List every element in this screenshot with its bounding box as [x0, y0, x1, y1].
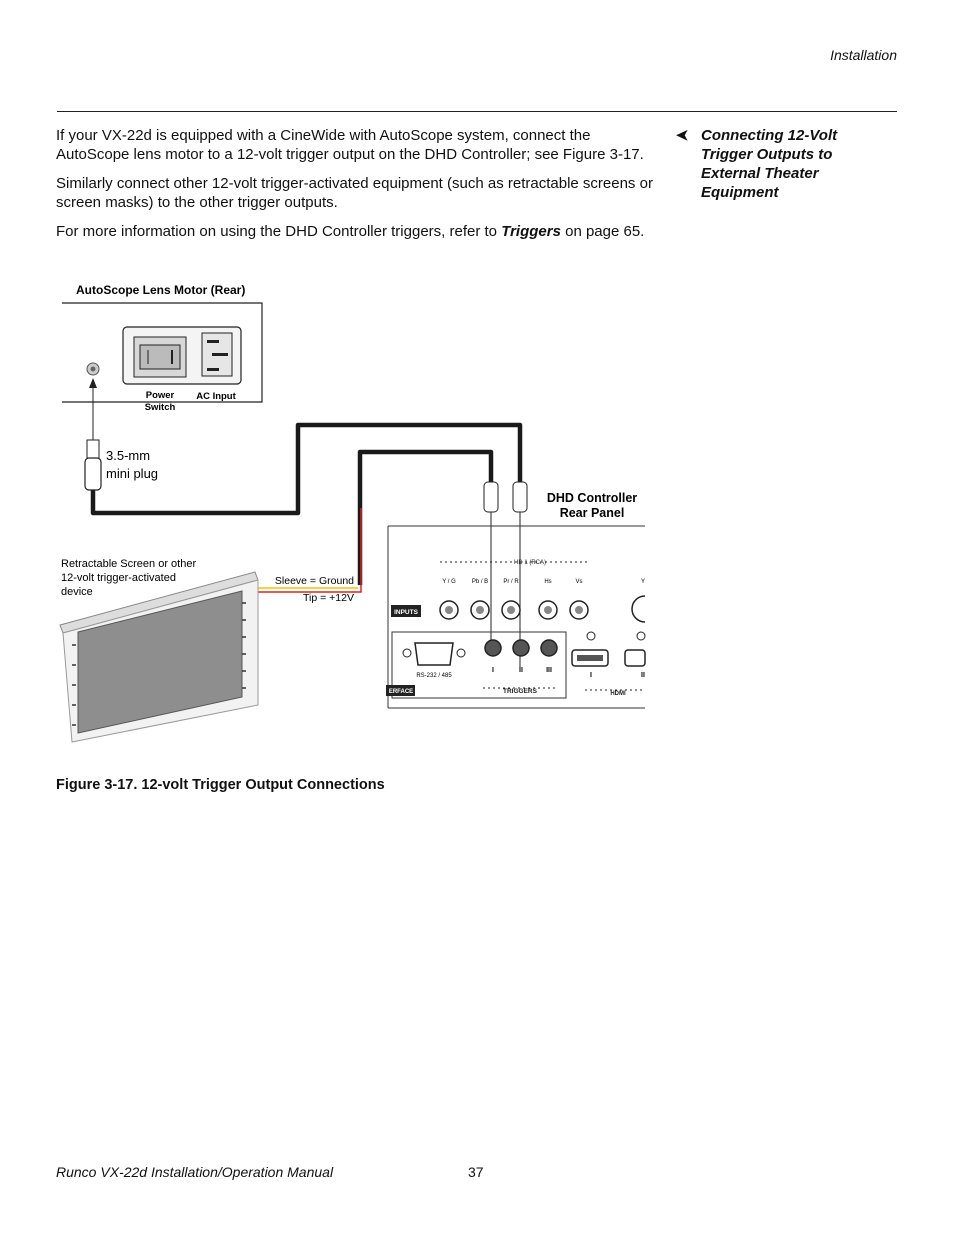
rca-jacks	[440, 596, 645, 622]
jack-label-hs: Hs	[544, 579, 552, 585]
triggers-label: TRIGGERS	[503, 688, 537, 695]
screen-label-3: device	[61, 586, 93, 598]
footer-manual-title: Runco VX-22d Installation/Operation Manual	[56, 1164, 334, 1180]
motor-trigger-jack-hole	[91, 367, 96, 372]
power-switch-label-1: Power	[145, 390, 175, 401]
trigger-plug-1	[484, 482, 498, 512]
rca-jack-yg-core	[445, 606, 453, 614]
dhd-label-2: Rear Panel	[559, 506, 625, 520]
motor-title: AutoScope Lens Motor (Rear)	[76, 283, 246, 297]
trigger-jack-2[interactable]	[513, 640, 529, 656]
ac-pin-ground	[212, 353, 228, 356]
screw-left	[403, 649, 411, 657]
hdmi-label: HDMI	[610, 691, 626, 697]
paragraph-1: If your VX-22d is equipped with a CineWide with AutoScope system, connect the AutoScope lens motor to a 12-volt trigger output on the DHD Controller; see Figure 3-17.	[56, 127, 644, 163]
figure-caption: Figure 3-17. 12-volt Trigger Output Connections	[56, 777, 385, 793]
dhd-label-1: DHD Controller	[546, 491, 638, 505]
jack-label-y: Y	[640, 579, 646, 585]
screen-cable	[360, 452, 491, 585]
paragraph-2: Similarly connect other 12-volt trigger-activated equipment (such as retractable screens or screen masks) to the other trigger outputs.	[56, 175, 653, 211]
hdmi-screw-2	[637, 632, 645, 640]
footer-page-number: 37	[468, 1164, 484, 1180]
rca-jack-pbb-core	[476, 606, 484, 614]
side-heading-text: Connecting 12-Volt Trigger Outputs to External Theater Equipment	[701, 127, 838, 201]
rca-jack-vs-core	[575, 606, 583, 614]
inputs-label: INPUTS	[394, 609, 418, 616]
hdmi-num-2: II	[641, 672, 645, 679]
hdmi-screw-1	[587, 632, 595, 640]
jack-label-yg: Y / G	[442, 579, 456, 585]
hdmi-port-2[interactable]	[625, 650, 645, 666]
bnc-jack-partial	[632, 596, 645, 622]
paragraph-3-pre: For more information on using the DHD Controller triggers, refer to	[56, 223, 502, 240]
sleeve-label: Sleeve = Ground	[274, 575, 354, 587]
paragraph-3-post: on page 65.	[560, 223, 645, 240]
rs232-label: RS-232 / 485	[416, 673, 452, 679]
power-switch-rocker	[140, 345, 180, 369]
ac-pin-top	[207, 340, 219, 343]
rca-jack-hs-core	[544, 606, 552, 614]
ac-input-label: AC Input	[196, 391, 236, 402]
screw-right	[457, 649, 465, 657]
mini-plug-tip	[87, 440, 99, 458]
tip-label: Tip = +12V	[303, 592, 354, 604]
triggers-link[interactable]: Triggers	[501, 223, 561, 240]
jack-label-prr: Pr / R	[503, 579, 519, 585]
trigger-jack-3[interactable]	[541, 640, 557, 656]
power-switch-label-2: Switch	[144, 402, 176, 413]
mini-plug-body	[85, 458, 101, 490]
trigger-num-3: III	[546, 667, 552, 674]
jack-label-pbb: Pb / B	[471, 579, 489, 585]
hd1-label: HD 1 (RCA)	[513, 560, 547, 566]
ac-pin-bottom	[207, 368, 219, 371]
jack-label-vs: Vs	[575, 579, 583, 585]
rs232-port[interactable]	[415, 643, 453, 665]
interface-label: ERFACE	[388, 689, 414, 695]
trigger-num-1: I	[492, 667, 494, 674]
hdmi-num-1: I	[590, 672, 592, 679]
mini-plug-label-1: 3.5-mm	[106, 448, 151, 463]
trigger-num-2: II	[519, 667, 523, 674]
plug-arrow-head	[89, 378, 97, 388]
trigger-plug-2	[513, 482, 527, 512]
rca-jack-prr-core	[507, 606, 515, 614]
trigger-jack-1[interactable]	[485, 640, 501, 656]
hdmi-port-1-inner	[577, 655, 603, 661]
arrow-left-icon: ➤	[676, 127, 689, 144]
running-header: Installation	[830, 47, 897, 63]
screen-label-2: 12-volt trigger-activated	[61, 572, 176, 584]
mini-plug-label-2: mini plug	[106, 466, 159, 481]
screen-label-1: Retractable Screen or other	[61, 558, 197, 570]
